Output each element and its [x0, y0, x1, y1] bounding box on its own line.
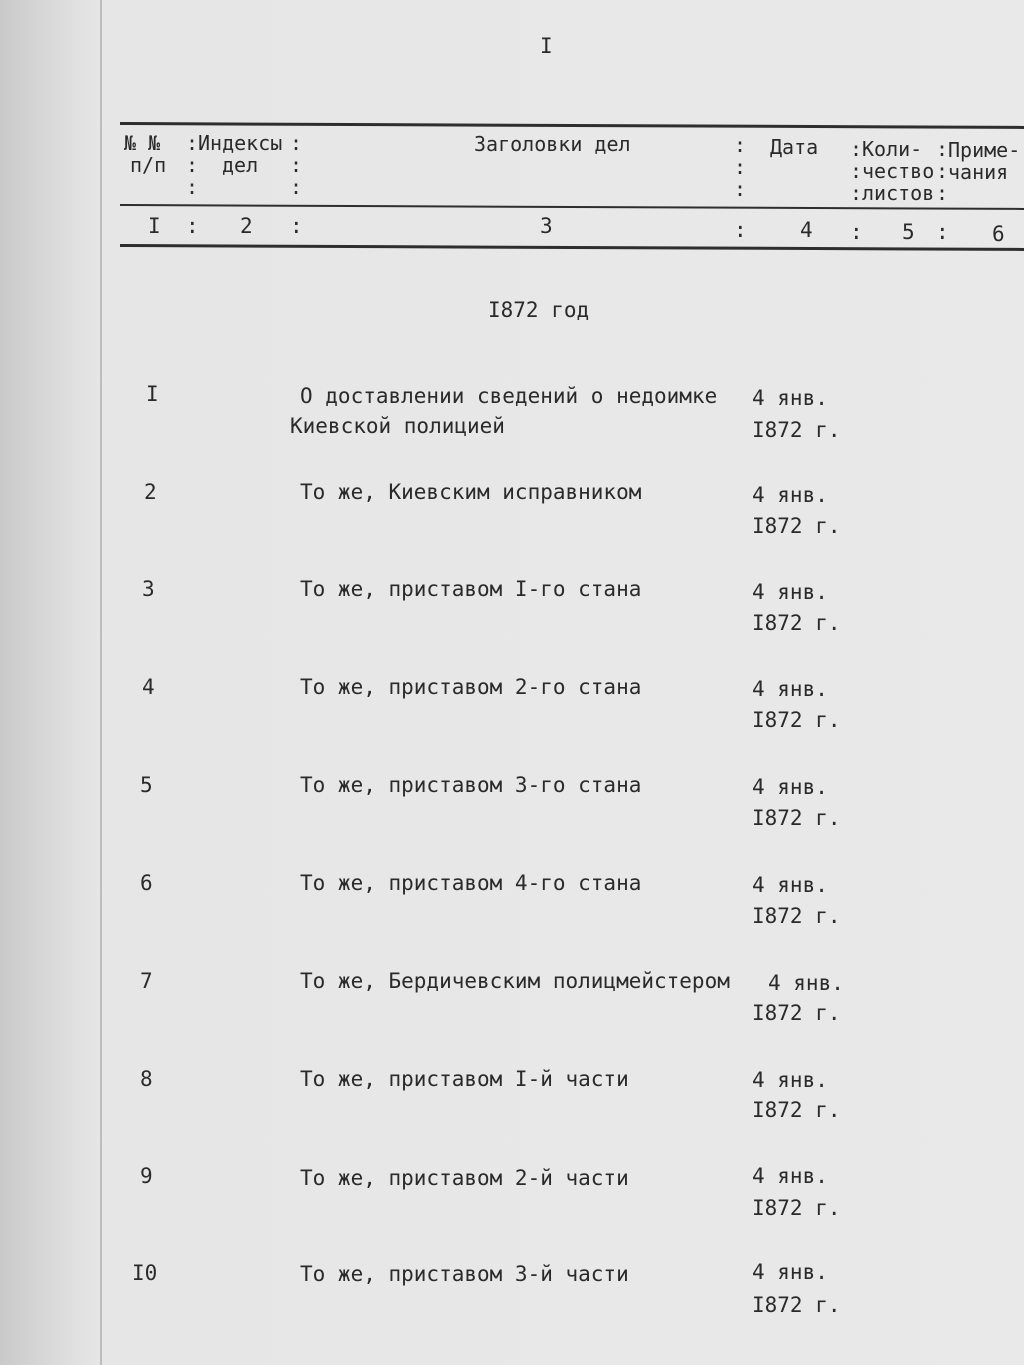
entry-date-day: 4 янв. — [752, 386, 828, 410]
entry-date-year: I872 г. — [752, 611, 841, 635]
entry-number: 5 — [140, 773, 153, 797]
header-num-line1: № № — [124, 131, 161, 155]
header-sep: : — [186, 153, 199, 177]
header-count-line3: листов — [862, 181, 935, 205]
entry-number: 4 — [142, 675, 155, 699]
header-sep: : — [186, 214, 199, 238]
header-count-line2: чество — [862, 159, 935, 183]
header-top-rule — [120, 122, 1024, 129]
entry-date-year: I872 г. — [752, 1098, 841, 1122]
entry-date-day: 4 янв. — [752, 1068, 828, 1092]
entry-number: I — [146, 382, 159, 406]
header-sep: : — [734, 133, 747, 157]
entry-date-year: I872 г. — [752, 418, 841, 442]
header-index-line2: дел — [222, 153, 259, 177]
entry-title: То же, приставом 2-й части — [300, 1166, 629, 1190]
column-number: 6 — [992, 222, 1005, 246]
header-sep: : — [850, 181, 863, 205]
entry-date-year: I872 г. — [752, 1293, 841, 1317]
entry-title: То же, приставом I-й части — [300, 1067, 629, 1091]
header-sep: : — [850, 137, 863, 161]
header-sep: : — [734, 218, 747, 242]
entry-date-year: I872 г. — [752, 904, 841, 928]
column-number: I — [148, 214, 161, 238]
entry-number: 8 — [140, 1067, 153, 1091]
header-sep: : — [186, 131, 199, 155]
header-sep: : — [850, 220, 863, 244]
header-sep: : — [186, 175, 199, 199]
column-number: 2 — [240, 214, 253, 238]
entry-title: То же, приставом I-го стана — [300, 577, 642, 601]
entry-number: 9 — [140, 1164, 153, 1188]
header-sep: : — [936, 159, 949, 183]
header-sep: : — [290, 214, 303, 238]
entry-date-day: 4 янв. — [752, 483, 828, 507]
entry-date-day: 4 янв. — [768, 971, 844, 995]
header-bottom-rule — [120, 244, 1024, 251]
section-title: I872 год — [488, 298, 590, 322]
entry-date-day: 4 янв. — [752, 1164, 828, 1188]
header-sep: : — [936, 181, 949, 205]
header-titles: Заголовки дел — [474, 132, 631, 156]
header-sep: : — [290, 175, 303, 199]
header-notes-line1: Приме- — [948, 138, 1021, 162]
entry-date-year: I872 г. — [752, 514, 841, 538]
header-sep: : — [936, 220, 949, 244]
entry-date-day: 4 янв. — [752, 677, 828, 701]
entry-title: То же, приставом 2-го стана — [300, 675, 642, 699]
entry-date-year: I872 г. — [752, 1001, 841, 1025]
header-sep: : — [850, 159, 863, 183]
entry-date-day: 4 янв. — [752, 873, 828, 897]
entry-title: То же, приставом 3-й части — [300, 1262, 629, 1286]
entry-title: То же, приставом 4-го стана — [300, 871, 642, 895]
entry-title-continued: Киевской полицией — [290, 414, 505, 438]
header-date: Дата — [770, 135, 819, 159]
entry-date-day: 4 янв. — [752, 775, 828, 799]
entry-number: I0 — [132, 1261, 158, 1285]
entry-number: 3 — [142, 577, 155, 601]
header-sep: : — [734, 155, 747, 179]
column-number: 3 — [540, 214, 553, 238]
entry-title: О доставлении сведений о недоимке — [300, 384, 718, 408]
header-num-line2: п/п — [130, 153, 167, 177]
header-notes-line2: чания — [948, 160, 1009, 184]
page-edge — [100, 0, 102, 1365]
header-sep: : — [290, 153, 303, 177]
header-index-line1: Индексы — [198, 131, 283, 155]
header-sep: : — [290, 131, 303, 155]
entry-title: То же, Бердичевским полицмейстером — [300, 969, 730, 993]
page-number: I — [540, 34, 553, 58]
entry-number: 7 — [140, 969, 153, 993]
entry-title: То же, приставом 3-го стана — [300, 773, 642, 797]
header-count-line1: Коли- — [862, 137, 923, 161]
column-number: 4 — [800, 218, 813, 242]
entry-number: 6 — [140, 871, 153, 895]
entry-date-year: I872 г. — [752, 1196, 841, 1220]
entry-title: То же, Киевским исправником — [300, 480, 642, 504]
header-sep: : — [936, 137, 949, 161]
entry-date-day: 4 янв. — [752, 1260, 828, 1284]
header-sep: : — [734, 177, 747, 201]
entry-date-day: 4 янв. — [752, 580, 828, 604]
entry-date-year: I872 г. — [752, 806, 841, 830]
entry-number: 2 — [144, 480, 157, 504]
entry-date-year: I872 г. — [752, 708, 841, 732]
column-number: 5 — [902, 220, 915, 244]
